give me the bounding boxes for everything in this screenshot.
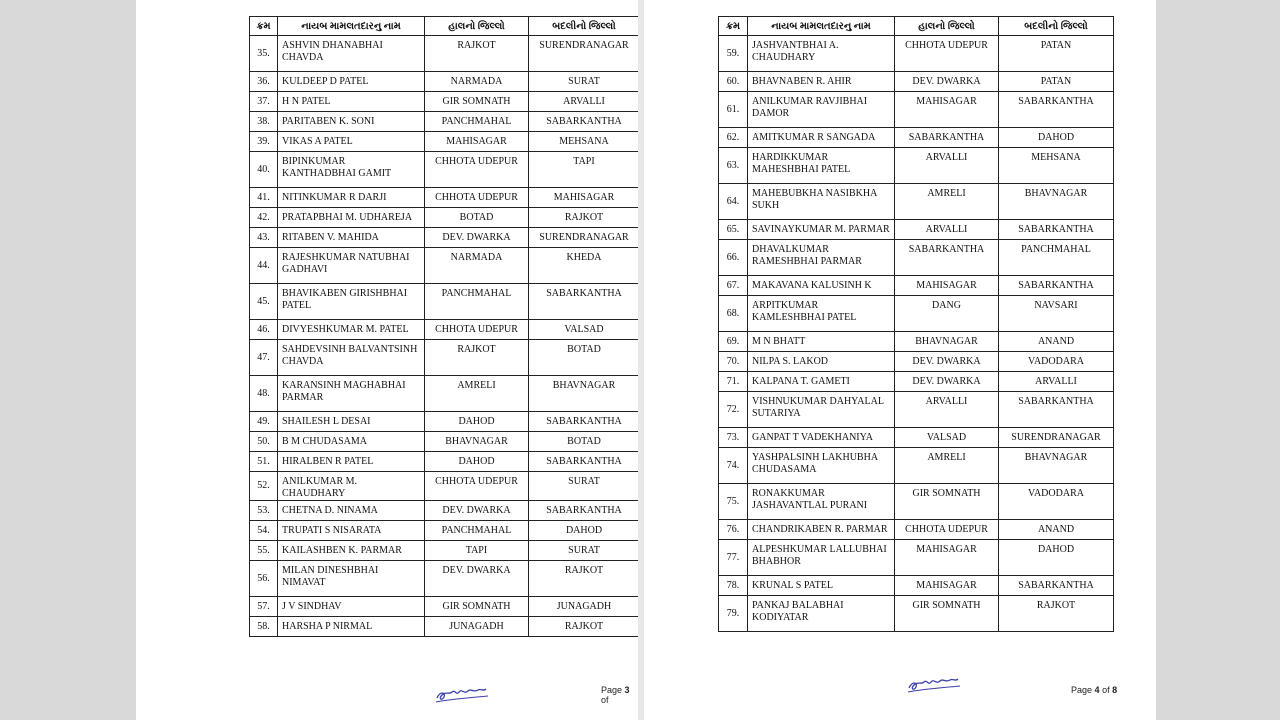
current-district-cell: GIR SOMNATH: [425, 92, 529, 112]
table-row: [719, 220, 1114, 240]
serial-number-cell: 57.: [250, 597, 278, 617]
current-district-cell: PANCHMAHAL: [425, 521, 529, 541]
table-row: [250, 248, 639, 284]
transfer-district-cell: MAHISAGAR: [529, 188, 639, 208]
page-label: Page: [601, 685, 623, 695]
name-cell: MAKAVANA KALUSINH K: [748, 276, 895, 296]
name-cell: KRUNAL S PATEL: [748, 576, 895, 596]
name-cell: ANILKUMAR M. CHAUDHARY: [278, 472, 425, 501]
current-district-cell: NARMADA: [425, 248, 529, 284]
table-row: [250, 501, 639, 521]
serial-number-cell: 62.: [719, 128, 748, 148]
transfer-district-cell: SABARKANTHA: [999, 220, 1114, 240]
table-row: [250, 412, 639, 432]
current-district-cell: CHHOTA UDEPUR: [425, 472, 529, 501]
serial-number-cell: 39.: [250, 132, 278, 152]
current-district-cell: ARVALLI: [895, 148, 999, 184]
name-cell: VIKAS A PATEL: [278, 132, 425, 152]
serial-number-cell: 51.: [250, 452, 278, 472]
table-row: [250, 92, 639, 112]
table-body: [250, 36, 639, 637]
name-cell: B M CHUDASAMA: [278, 432, 425, 452]
table-body: [719, 36, 1114, 632]
name-cell: SAHDEVSINH BALVANTSINH CHAVDA: [278, 340, 425, 376]
serial-number-cell: 42.: [250, 208, 278, 228]
transfer-district-cell: SABARKANTHA: [529, 412, 639, 432]
transfer-district-cell: SABARKANTHA: [999, 392, 1114, 428]
name-cell: CHANDRIKABEN R. PARMAR: [748, 520, 895, 540]
current-district-cell: CHHOTA UDEPUR: [425, 320, 529, 340]
name-cell: BIPINKUMAR KANTHADBHAI GAMIT: [278, 152, 425, 188]
serial-number-cell: 43.: [250, 228, 278, 248]
name-cell: YASHPALSINH LAKHUBHA CHUDASAMA: [748, 448, 895, 484]
page-number: 4: [1094, 685, 1100, 695]
current-district-cell: MAHISAGAR: [895, 540, 999, 576]
current-district-cell: VALSAD: [895, 428, 999, 448]
table-row: [250, 152, 639, 188]
serial-number-cell: 58.: [250, 617, 278, 637]
serial-number-cell: 75.: [719, 484, 748, 520]
table-row: [719, 72, 1114, 92]
table-row: [719, 392, 1114, 428]
current-district-cell: ARVALLI: [895, 392, 999, 428]
transfer-district-cell: BHAVNAGAR: [999, 448, 1114, 484]
table-row: [250, 284, 639, 320]
serial-number-cell: 74.: [719, 448, 748, 484]
serial-number-cell: 76.: [719, 520, 748, 540]
table-row: [250, 432, 639, 452]
serial-number-cell: 71.: [719, 372, 748, 392]
table-header-row: [250, 17, 639, 36]
transfer-district-cell: VALSAD: [529, 320, 639, 340]
table-row: [719, 36, 1114, 72]
name-cell: MILAN DINESHBHAI NIMAVAT: [278, 561, 425, 597]
current-district-cell: AMRELI: [425, 376, 529, 412]
table-row: [250, 112, 639, 132]
current-district-cell: CHHOTA UDEPUR: [425, 152, 529, 188]
signature-image: [434, 683, 490, 705]
current-district-cell: BHAVNAGAR: [425, 432, 529, 452]
current-district-cell: DAHOD: [425, 412, 529, 432]
header-name: નાયબ મામલતદારનુ નામ: [748, 17, 895, 36]
table-row: [250, 208, 639, 228]
transfer-table-page-4: [718, 16, 1114, 632]
name-cell: BHAVNABEN R. AHIR: [748, 72, 895, 92]
name-cell: PANKAJ BALABHAI KODIYATAR: [748, 596, 895, 632]
table-row: [719, 372, 1114, 392]
name-cell: JASHVANTBHAI A. CHAUDHARY: [748, 36, 895, 72]
name-cell: DHAVALKUMAR RAMESHBHAI PARMAR: [748, 240, 895, 276]
current-district-cell: CHHOTA UDEPUR: [895, 520, 999, 540]
serial-number-cell: 49.: [250, 412, 278, 432]
current-district-cell: CHHOTA UDEPUR: [895, 36, 999, 72]
name-cell: H N PATEL: [278, 92, 425, 112]
serial-number-cell: 44.: [250, 248, 278, 284]
name-cell: HIRALBEN R PATEL: [278, 452, 425, 472]
name-cell: RONAKKUMAR JASHAVANTLAL PURANI: [748, 484, 895, 520]
current-district-cell: DEV. DWARKA: [425, 561, 529, 597]
current-district-cell: DAHOD: [425, 452, 529, 472]
current-district-cell: PANCHMAHAL: [425, 284, 529, 320]
transfer-district-cell: SABARKANTHA: [529, 112, 639, 132]
serial-number-cell: 53.: [250, 501, 278, 521]
table-row: [250, 340, 639, 376]
name-cell: SAVINAYKUMAR M. PARMAR: [748, 220, 895, 240]
serial-number-cell: 63.: [719, 148, 748, 184]
current-district-cell: MAHISAGAR: [895, 576, 999, 596]
table-row: [250, 320, 639, 340]
current-district-cell: ARVALLI: [895, 220, 999, 240]
transfer-district-cell: BHAVNAGAR: [999, 184, 1114, 220]
name-cell: ALPESHKUMAR LALLUBHAI BHABHOR: [748, 540, 895, 576]
name-cell: TRUPATI S NISARATA: [278, 521, 425, 541]
name-cell: NITINKUMAR R DARJI: [278, 188, 425, 208]
transfer-district-cell: DAHOD: [529, 521, 639, 541]
current-district-cell: AMRELI: [895, 184, 999, 220]
table-row: [250, 188, 639, 208]
transfer-district-cell: TAPI: [529, 152, 639, 188]
current-district-cell: GIR SOMNATH: [895, 596, 999, 632]
current-district-cell: AMRELI: [895, 448, 999, 484]
serial-number-cell: 50.: [250, 432, 278, 452]
transfer-district-cell: BHAVNAGAR: [529, 376, 639, 412]
name-cell: MAHEBUBKHA NASIBKHA SUKH: [748, 184, 895, 220]
page-of: of: [1102, 685, 1110, 695]
serial-number-cell: 60.: [719, 72, 748, 92]
serial-number-cell: 69.: [719, 332, 748, 352]
current-district-cell: DEV. DWARKA: [895, 72, 999, 92]
transfer-district-cell: JUNAGADH: [529, 597, 639, 617]
serial-number-cell: 61.: [719, 92, 748, 128]
name-cell: AMITKUMAR R SANGADA: [748, 128, 895, 148]
transfer-district-cell: RAJKOT: [529, 561, 639, 597]
header-transfer-district: બદલીનો જિલ્લો: [529, 17, 639, 36]
current-district-cell: SABARKANTHA: [895, 240, 999, 276]
transfer-district-cell: PATAN: [999, 72, 1114, 92]
serial-number-cell: 70.: [719, 352, 748, 372]
table-row: [250, 132, 639, 152]
current-district-cell: MAHISAGAR: [895, 92, 999, 128]
page-total: 8: [1112, 685, 1118, 695]
name-cell: ASHVIN DHANABHAI CHAVDA: [278, 36, 425, 72]
transfer-district-cell: BOTAD: [529, 432, 639, 452]
serial-number-cell: 56.: [250, 561, 278, 597]
current-district-cell: RAJKOT: [425, 36, 529, 72]
transfer-district-cell: PANCHMAHAL: [999, 240, 1114, 276]
current-district-cell: MAHISAGAR: [895, 276, 999, 296]
transfer-district-cell: BOTAD: [529, 340, 639, 376]
serial-number-cell: 47.: [250, 340, 278, 376]
current-district-cell: TAPI: [425, 541, 529, 561]
table-row: [719, 332, 1114, 352]
transfer-district-cell: SABARKANTHA: [529, 284, 639, 320]
transfer-district-cell: PATAN: [999, 36, 1114, 72]
transfer-district-cell: KHEDA: [529, 248, 639, 284]
header-current-district: હાલનો જિલ્લો: [895, 17, 999, 36]
name-cell: DIVYESHKUMAR M. PATEL: [278, 320, 425, 340]
header-current-district: હાલનો જિલ્લો: [425, 17, 529, 36]
page-footer: [601, 685, 638, 705]
header-name: નાયબ મામલતદારનુ નામ: [278, 17, 425, 36]
table-row: [719, 484, 1114, 520]
name-cell: RITABEN V. MAHIDA: [278, 228, 425, 248]
transfer-district-cell: DAHOD: [999, 128, 1114, 148]
serial-number-cell: 64.: [719, 184, 748, 220]
transfer-district-cell: VADODARA: [999, 484, 1114, 520]
transfer-district-cell: DAHOD: [999, 540, 1114, 576]
current-district-cell: GIR SOMNATH: [425, 597, 529, 617]
serial-number-cell: 35.: [250, 36, 278, 72]
serial-number-cell: 65.: [719, 220, 748, 240]
table-row: [719, 148, 1114, 184]
name-cell: ARPITKUMAR KAMLESHBHAI PATEL: [748, 296, 895, 332]
table-row: [719, 576, 1114, 596]
transfer-district-cell: SURENDRANAGAR: [999, 428, 1114, 448]
name-cell: CHETNA D. NINAMA: [278, 501, 425, 521]
table-row: [250, 617, 639, 637]
serial-number-cell: 55.: [250, 541, 278, 561]
table-row: [250, 597, 639, 617]
signature-image: [906, 674, 962, 696]
name-cell: NILPA S. LAKOD: [748, 352, 895, 372]
current-district-cell: DANG: [895, 296, 999, 332]
table-row: [250, 36, 639, 72]
transfer-district-cell: SURAT: [529, 472, 639, 501]
table-header-row: [719, 17, 1114, 36]
current-district-cell: DEV. DWARKA: [895, 352, 999, 372]
serial-number-cell: 45.: [250, 284, 278, 320]
current-district-cell: SABARKANTHA: [895, 128, 999, 148]
document-page-3: [136, 0, 638, 720]
transfer-district-cell: SABARKANTHA: [529, 452, 639, 472]
transfer-district-cell: SABARKANTHA: [999, 276, 1114, 296]
table-row: [250, 521, 639, 541]
name-cell: VISHNUKUMAR DAHYALAL SUTARIYA: [748, 392, 895, 428]
table-row: [250, 228, 639, 248]
serial-number-cell: 66.: [719, 240, 748, 276]
table-row: [719, 128, 1114, 148]
name-cell: KARANSINH MAGHABHAI PARMAR: [278, 376, 425, 412]
serial-number-cell: 46.: [250, 320, 278, 340]
name-cell: KALPANA T. GAMETI: [748, 372, 895, 392]
serial-number-cell: 59.: [719, 36, 748, 72]
transfer-district-cell: MEHSANA: [999, 148, 1114, 184]
serial-number-cell: 41.: [250, 188, 278, 208]
page-number: 3: [624, 685, 630, 695]
table-row: [719, 184, 1114, 220]
transfer-district-cell: SABARKANTHA: [529, 501, 639, 521]
transfer-district-cell: ARVALLI: [529, 92, 639, 112]
table-row: [250, 561, 639, 597]
current-district-cell: DEV. DWARKA: [425, 501, 529, 521]
header-transfer-district: બદલીનો જિલ્લો: [999, 17, 1114, 36]
serial-number-cell: 40.: [250, 152, 278, 188]
transfer-table-page-3: [249, 16, 638, 637]
transfer-district-cell: NAVSARI: [999, 296, 1114, 332]
table-row: [250, 72, 639, 92]
serial-number-cell: 78.: [719, 576, 748, 596]
name-cell: ANILKUMAR RAVJIBHAI DAMOR: [748, 92, 895, 128]
transfer-district-cell: RAJKOT: [529, 617, 639, 637]
serial-number-cell: 52.: [250, 472, 278, 501]
transfer-district-cell: RAJKOT: [529, 208, 639, 228]
table-row: [719, 428, 1114, 448]
transfer-district-cell: SURAT: [529, 72, 639, 92]
table-row: [250, 376, 639, 412]
current-district-cell: CHHOTA UDEPUR: [425, 188, 529, 208]
current-district-cell: DEV. DWARKA: [425, 228, 529, 248]
page-footer: [1071, 685, 1117, 695]
serial-number-cell: 37.: [250, 92, 278, 112]
transfer-district-cell: SABARKANTHA: [999, 576, 1114, 596]
transfer-district-cell: SABARKANTHA: [999, 92, 1114, 128]
table-row: [719, 240, 1114, 276]
header-serial-number: ક્રમ: [719, 17, 748, 36]
transfer-district-cell: VADODARA: [999, 352, 1114, 372]
current-district-cell: GIR SOMNATH: [895, 484, 999, 520]
transfer-district-cell: ANAND: [999, 332, 1114, 352]
table-row: [719, 352, 1114, 372]
name-cell: HARSHA P NIRMAL: [278, 617, 425, 637]
serial-number-cell: 68.: [719, 296, 748, 332]
table-row: [719, 448, 1114, 484]
current-district-cell: JUNAGADH: [425, 617, 529, 637]
transfer-district-cell: SURENDRANAGAR: [529, 36, 639, 72]
table-row: [250, 541, 639, 561]
name-cell: GANPAT T VADEKHANIYA: [748, 428, 895, 448]
name-cell: KULDEEP D PATEL: [278, 72, 425, 92]
transfer-district-cell: SURENDRANAGAR: [529, 228, 639, 248]
serial-number-cell: 38.: [250, 112, 278, 132]
serial-number-cell: 73.: [719, 428, 748, 448]
table-row: [719, 540, 1114, 576]
name-cell: SHAILESH L DESAI: [278, 412, 425, 432]
current-district-cell: BHAVNAGAR: [895, 332, 999, 352]
current-district-cell: DEV. DWARKA: [895, 372, 999, 392]
table-row: [250, 472, 639, 501]
table-row: [719, 92, 1114, 128]
header-serial-number: ક્રમ: [250, 17, 278, 36]
page-of: of: [601, 695, 609, 705]
current-district-cell: MAHISAGAR: [425, 132, 529, 152]
serial-number-cell: 54.: [250, 521, 278, 541]
transfer-district-cell: RAJKOT: [999, 596, 1114, 632]
transfer-district-cell: MEHSANA: [529, 132, 639, 152]
table-row: [719, 296, 1114, 332]
table-row: [250, 452, 639, 472]
document-page-4: [644, 0, 1156, 720]
name-cell: PRATAPBHAI M. UDHAREJA: [278, 208, 425, 228]
name-cell: BHAVIKABEN GIRISHBHAI PATEL: [278, 284, 425, 320]
current-district-cell: NARMADA: [425, 72, 529, 92]
current-district-cell: RAJKOT: [425, 340, 529, 376]
name-cell: RAJESHKUMAR NATUBHAI GADHAVI: [278, 248, 425, 284]
table-row: [719, 596, 1114, 632]
serial-number-cell: 72.: [719, 392, 748, 428]
transfer-district-cell: ANAND: [999, 520, 1114, 540]
name-cell: HARDIKKUMAR MAHESHBHAI PATEL: [748, 148, 895, 184]
current-district-cell: PANCHMAHAL: [425, 112, 529, 132]
name-cell: PARITABEN K. SONI: [278, 112, 425, 132]
transfer-district-cell: SURAT: [529, 541, 639, 561]
serial-number-cell: 77.: [719, 540, 748, 576]
serial-number-cell: 36.: [250, 72, 278, 92]
serial-number-cell: 79.: [719, 596, 748, 632]
table-row: [719, 276, 1114, 296]
name-cell: M N BHATT: [748, 332, 895, 352]
serial-number-cell: 48.: [250, 376, 278, 412]
transfer-district-cell: ARVALLI: [999, 372, 1114, 392]
page-label: Page: [1071, 685, 1093, 695]
name-cell: J V SINDHAV: [278, 597, 425, 617]
name-cell: KAILASHBEN K. PARMAR: [278, 541, 425, 561]
serial-number-cell: 67.: [719, 276, 748, 296]
current-district-cell: BOTAD: [425, 208, 529, 228]
table-row: [719, 520, 1114, 540]
